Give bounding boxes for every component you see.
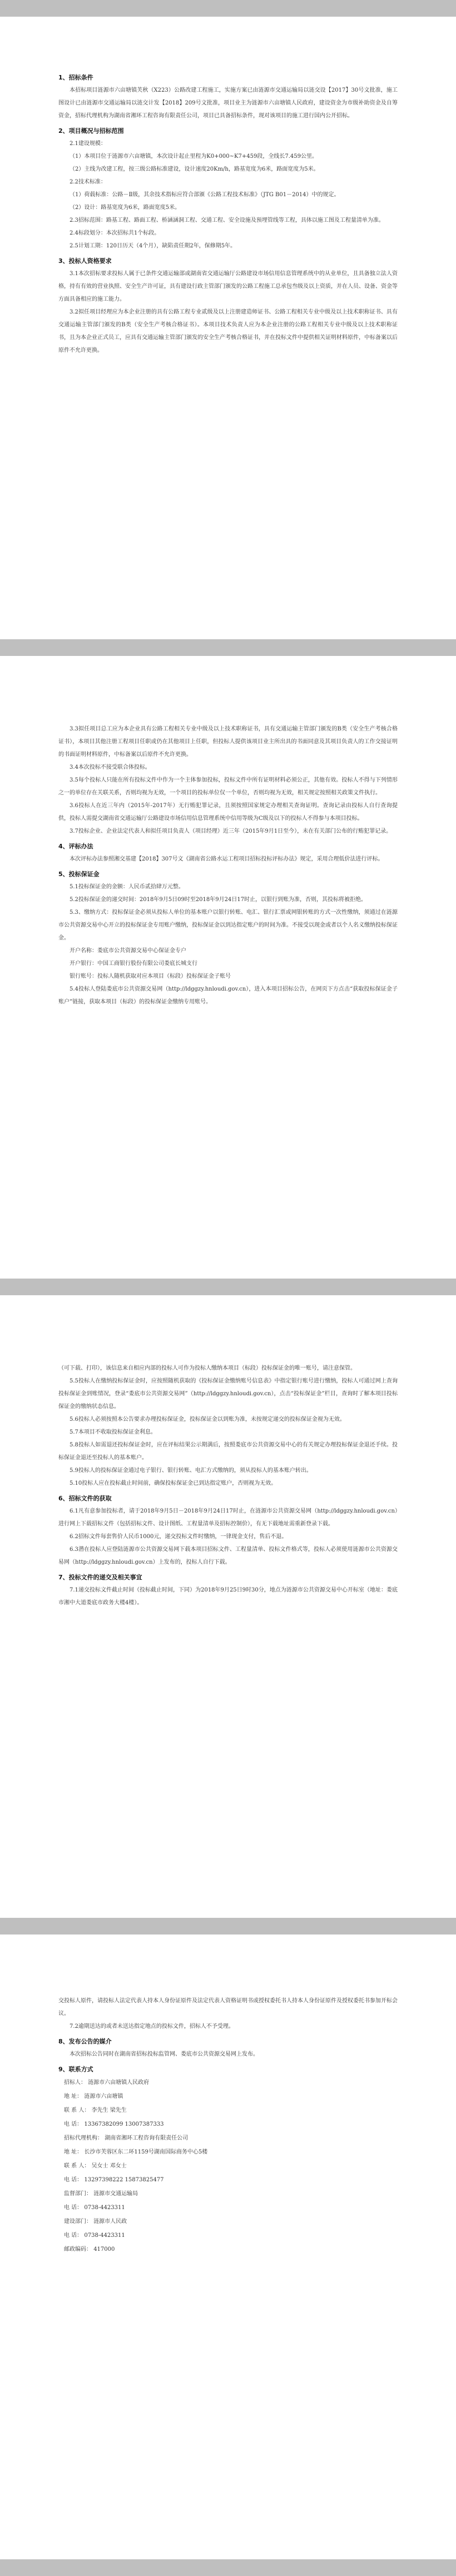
paragraph: （2）设计：路基宽度为6米，路面宽度5米。 xyxy=(70,205,181,211)
document-page-4 xyxy=(0,1935,456,2559)
paragraph: 6.1凡有意参加投标者，请于2018年9月5日－2018年9月24日17时止，在涟源市公共资源交易网（http://ldggzy.hnloudi.gov.cn）进行网上下载招标文件（包括招标文件、设计图纸、工程量清单及招标控制价），有无下载地址需重新登录下载。 xyxy=(58,1508,398,1527)
contact-label: 邮政编码： xyxy=(64,2246,92,2252)
paragraph: 7.1递交投标文件截止时间（投标截止时间，下同）为2018年9月25日9时30分，地点为涟源市公共资源交易中心开标室（地址：娄底市湘中大道娄底市政务大楼4楼）。 xyxy=(58,1587,398,1606)
contact-line xyxy=(58,2090,398,2103)
paragraph: 5.6投标人必须按照本公告要求办理投标保证金，投标保证金以到账为准，未按规定递交的投标保证金视为无效。 xyxy=(70,1416,345,1423)
paragraph: 5.9投标人的投标保证金通过电子银行、银行转账、电汇方式缴纳的，须从投标人的基本账户转出。 xyxy=(70,1468,312,1474)
account-number: 银行账号：投标人随机获取对应本项目（标段）投标保证金子账号 xyxy=(70,973,231,979)
contact-value: 13367382099 13007387333 xyxy=(84,2121,164,2127)
paragraph: 5.10投标人应在投标截止时间前，确保投标保证金已到达指定账户，否则视为无效。 xyxy=(70,1480,277,1486)
contact-label: 地 址： xyxy=(64,2093,83,2100)
paragraph: 5.4投标人登陆娄底市公共资源交易网（http://ldggzy.hnloudi.gov.cn），进入本项目招标公告，在网页下方点击“获取投标保证金子账户”链接，获取本项目（标段）的投标保证金缴纳专用账号。 xyxy=(58,986,398,1005)
contact-label: 招标人： xyxy=(64,2080,86,2086)
paragraph: 3.4本次投标不接受联合体投标。 xyxy=(70,764,151,770)
paragraph: 2.1建设规模： xyxy=(70,141,106,147)
paragraph: （1）荷载标准：公路－Ⅱ级，其余技术指标应符合部颁《公路工程技术标准》（JTG B01－2014）中的规定。 xyxy=(70,192,340,198)
contact-label: 电 话： xyxy=(64,2177,83,2183)
paragraph: 本次招标公告同时在湖南省招标投标监管网、娄底市公共资源交易网上发布。 xyxy=(70,2051,259,2057)
document-page-3 xyxy=(0,1295,456,1918)
paragraph: 5.1投标保证金的金额：人民币贰拾肆万元整。 xyxy=(70,884,184,890)
section-heading: 3、投标人资格要求 xyxy=(58,257,112,265)
account-name: 开户名称：娄底市公共资源交易中心保证金专户 xyxy=(70,948,186,954)
document-page-2 xyxy=(0,656,456,1279)
contact-label: 建设部门： xyxy=(64,2219,92,2225)
contact-line xyxy=(58,2187,398,2201)
paragraph: 7.2逾期送达的或者未送达指定地点的投标文件，招标人不予受理。 xyxy=(70,2023,234,2030)
contact-label: 电 话： xyxy=(64,2121,83,2127)
section-heading: 4、评标办法 xyxy=(58,843,93,850)
section-heading: 6、招标文件的获取 xyxy=(58,1495,112,1502)
contact-value: 0738-4423311 xyxy=(84,2205,125,2211)
paragraph: 2.4标段划分：本次招标共1个标段。 xyxy=(70,230,160,236)
contact-line xyxy=(58,2103,398,2117)
paragraph: 2.3招标范围：路基工程、路面工程、桥涵涵洞工程、交通工程、安全设施及预埋管线等工程，具体以施工图及工程量清单为准。 xyxy=(70,217,384,223)
contact-line xyxy=(58,2173,398,2187)
paragraph: 3.3拟任项目总工应为本企业具有公路工程相关专业中级及以上技术职称证书，具有交通运输主管部门颁发的B类（安全生产考核合格证书），本项目其他注册工程项目任职或仍在其他项目上任职，但投标人提供该项目业主所出具的书面同意及其项目负责人的工作交接证明的书面证明材料原件，中标备案以后原件不允许更换。 xyxy=(58,726,398,758)
section-heading: 5、投标保证金 xyxy=(58,871,100,878)
paragraph: （可下载、打印），该信息来自相应内部的投标人可作为投标人缴纳本项目（标段）投标保证金的唯一账号，请注意保管。 xyxy=(58,1365,356,1371)
paragraph: 交投标人原件，请投标人法定代表人持本人身份证原件及法定代表人资格证明书或授权委托书人持本人身份证原件及授权委托书参加开标会议。 xyxy=(58,1998,398,2017)
paragraph: 本招标项目涟源市六亩塘镇芙秋（X223）公路改建工程施工，实施方案已由涟源市交通运输局以涟交设【2017】30号文批准，施工图设计已由涟源市交通运输局以涟交计发【2018】209号文批准，项目业主为涟源市六亩塘镇人民政府，建设资金为市级补助资金及自筹资金，招标代理机构为湖南省湘环工程咨询有限责任公司，项目已具备招标条件，现对该项目的施工进行国内公开招标。 xyxy=(58,87,398,119)
paragraph: 5.5投标人在缴纳投标保证金时，应按照随机获取的《投标保证金缴纳账号信息表》中指定银行账号进行缴纳，投标人可通过网上查询投标保证金到账情况，登录“娄底市公共资源交易网”（http://ldggzy.hnloudi.gov.cn），点击“投标保证金”栏目，查询时了解本项目投标保证金的缴纳状态信息。 xyxy=(58,1378,398,1410)
contact-line xyxy=(58,2201,398,2215)
paragraph: 6.3潜在投标人应登陆涟源市公共资源交易网下载本项目招标文件、工程量清单、投标文件格式等，投标人必须使用涟源市公共资源交易网（http://ldggzy.hnloudi.gov.cn）上发布的，投标人自行下载。 xyxy=(58,1546,398,1565)
contact-block xyxy=(58,2076,398,2256)
paragraph: 2.2技术标准： xyxy=(70,179,106,185)
contact-value: 涟源市交通运输局 xyxy=(93,2191,138,2197)
contact-label: 联 系 人： xyxy=(64,2163,90,2169)
paragraph: （1）本项目位于涟源市六亩塘镇，本次设计起止里程为K0+000~K7+459段，全线长7.459公里。 xyxy=(70,153,318,160)
contact-line xyxy=(58,2117,398,2131)
contact-line xyxy=(58,2215,398,2229)
paragraph: 3.5每个投标人只能在所有投标文件中作为一个主体参加投标，投标文件中所有证明材料必须公正，其他有效。投标人不得与下列情形之一的单位存在关联关系，否则均视为无效，一个项目的投标单位仅一个单位，否则均视为无效，相关规定按照相关政策文件执行。 xyxy=(58,777,398,796)
contact-value: 涟源市人民政 xyxy=(93,2219,127,2225)
contact-value: 吴女士 邓女士 xyxy=(91,2163,127,2169)
contact-line xyxy=(58,2159,398,2173)
contact-label: 招标代理机构： xyxy=(64,2135,103,2141)
paragraph: 5.2投标保证金的递交时间：2018年9月5日09时至2018年9月24日17时止，以银行到账为准，否则，其投标将被拒绝。 xyxy=(70,897,367,903)
paragraph: 3.7投标企业、企业法定代表人和拟任项目负责人（项目经理）近三年（2015年9月1日至今），未在有关部门公布的行贿犯罪记录。 xyxy=(70,828,392,834)
paragraph: 6.2招标文件每套售价人民币1000元，递交投标文件时缴纳，一律现金支付，售后不退。 xyxy=(70,1534,288,1540)
paragraph: （2）主线为改建工程，按三级公路标准建设，设计速度20Km/h，路基宽度为6米，路面宽度为5米。 xyxy=(70,166,319,172)
section-heading: 1、招标条件 xyxy=(58,74,93,81)
contact-line xyxy=(58,2242,398,2256)
contact-line xyxy=(58,2076,398,2090)
contact-label: 地 址： xyxy=(64,2149,83,2155)
contact-value: 湖南省湘环工程咨询有限责任公司 xyxy=(105,2135,189,2141)
paragraph: 5.7本项目不收取投标保证金利息。 xyxy=(70,1429,156,1435)
paragraph: 本次评标办法参照湘交基建【2018】307号文《湖南省公路水运工程项目招标投标评标办法》规定，采用合理低价法进行评标。 xyxy=(70,856,384,862)
contact-label: 联 系 人： xyxy=(64,2107,90,2113)
paragraph: 5.8投标人如需退还投标保证金时，应在评标结果公示期满后，按照娄底市公共资源交易中心的有关规定办理投标保证金退还手续。投标保证金退还至投标人的基本账户。 xyxy=(58,1442,398,1461)
contact-label: 电 话： xyxy=(64,2232,83,2239)
section-heading: 8、发布公告的媒介 xyxy=(58,2038,112,2045)
section-heading: 2、项目概况与招标范围 xyxy=(58,127,124,135)
paragraph: 3.2拟任项目经理应为本企业注册的具有公路工程专业贰级及以上注册建造师证书、公路工程相关专业中级及以上技术职称证书、具有交通运输主管部门颁发的B类（安全生产考核合格证书）。本项目技术负责人应为本企业注册的公路工程相关专业中级及以上技术职称证书，且为本企业正式员工，应具有交通运输主管部门颁发的安全生产考核合格证书，并在投标文件中提供相关证明材料原件，中标备案以后原件不允许更换。 xyxy=(58,309,398,354)
contact-value: 长沙市芙蓉区东二环1159号湖南国际商务中心5楼 xyxy=(84,2149,208,2155)
contact-value: 417000 xyxy=(93,2246,115,2252)
contact-line xyxy=(58,2145,398,2159)
section-heading: 7、投标文件的递交及相关事宜 xyxy=(58,1574,142,1581)
document-page-1 xyxy=(0,17,456,639)
section-heading: 9、联系方式 xyxy=(58,2066,93,2073)
contact-value: 涟源市六亩塘镇 xyxy=(84,2093,123,2100)
contact-value: 涟源市六亩塘镇人民政府 xyxy=(88,2080,150,2086)
paragraph: 3.1本次招标要求投标人属于已条件交通运输部或湖南省交通运输厅公路建设市场信用信息管理系统中的从业单位，且具备独立法人资格，持有有效的营业执照、安全生产许可证，具有建设行政主管部门颁发的公路工程施工总承包叁级及以上资质，并在人员、设备、资金等方面具备相应的施工能力。 xyxy=(58,271,398,302)
contact-value: 0738-4423311 xyxy=(84,2232,125,2239)
contact-value: 李先生 梁先生 xyxy=(91,2107,127,2113)
paragraph: 5.3、缴纳方式：投标保证金必须从投标人单位的基本账户以银行转账、电汇、银行汇票或网银转账的方式一次性缴纳，须通过在涟源市公共资源交易中心开立的投标保证金专用账户缴纳，投标保证金以到达指定账户的时间为准。不接受以现金或者以个人名义缴纳投标保证金。 xyxy=(58,909,398,941)
contact-line xyxy=(58,2131,398,2145)
contact-label: 电 话： xyxy=(64,2205,83,2211)
account-bank: 开户银行：中国工商银行股份有限公司娄底长城支行 xyxy=(70,961,197,967)
contact-label: 监督部门： xyxy=(64,2191,92,2197)
paragraph: 3.6投标人在近三年内（2015年-2017年）无行贿犯罪记录，且须按照国家规定办理相关查询证明。查询记录由投标人自行查询提供，投标人需提交湖南省交通运输厅公路建设市场信用信息管理系统中信用等级为C级及以下的投标人不得参与本项目投标。 xyxy=(58,803,398,822)
contact-line xyxy=(58,2229,398,2242)
paragraph: 2.5计划工期：120日历天（4个月），缺陷责任期2年，保修期5年。 xyxy=(70,243,236,249)
contact-value: 13297398222 15873825477 xyxy=(84,2177,164,2183)
